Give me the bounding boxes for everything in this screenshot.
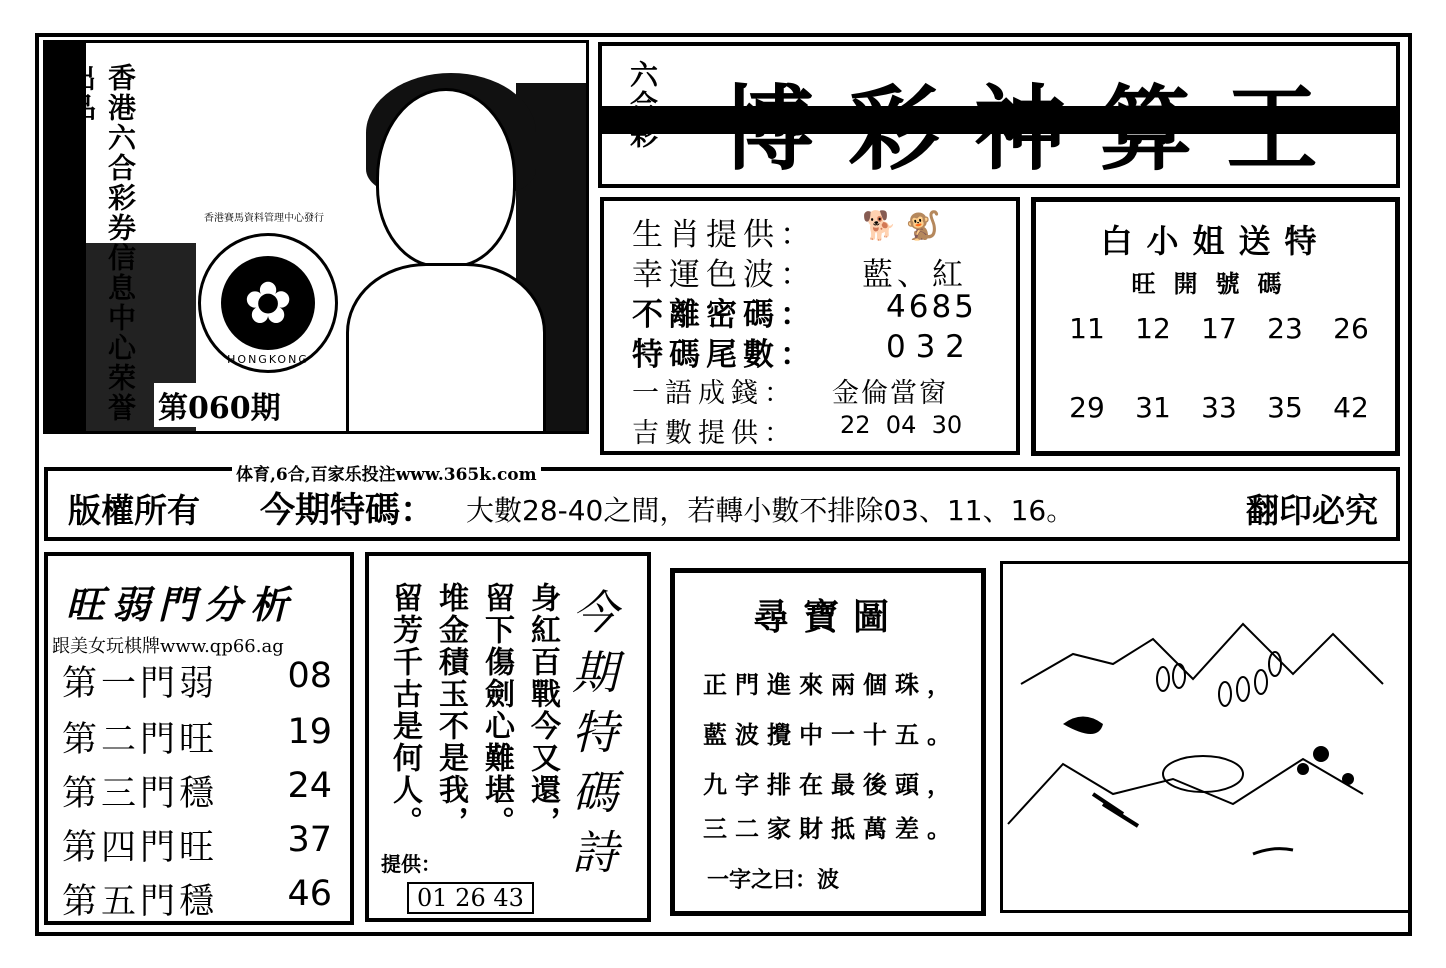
gate-row (62, 656, 332, 706)
shoulders (346, 263, 546, 434)
gate-label: 第五門穩 (62, 882, 219, 922)
gates-analysis-panel (44, 552, 354, 925)
special-numbers-panel (1031, 197, 1400, 456)
info-row (632, 289, 977, 334)
special-number-grid (1054, 312, 1384, 424)
mountain-landscape-icon (1003, 564, 1409, 910)
gate-row (62, 874, 332, 924)
poem-column: 堆金積玉不是我， (433, 582, 468, 838)
info-value: 22 04 30 (840, 411, 963, 439)
info-value: 藍、紅 (862, 257, 967, 293)
special-number: 26 (1333, 312, 1369, 345)
info-row (632, 371, 948, 410)
info-label: 不離密碼： (632, 297, 817, 333)
poem-column: 留芳千古是何人。 (387, 582, 422, 838)
special-number: 31 (1135, 391, 1171, 424)
special-code-poem-panel (365, 552, 651, 922)
poem-provide-label: 提供： (381, 852, 441, 876)
treasure-clue: 一字之曰：波 (707, 867, 840, 893)
gate-label: 第三門穩 (62, 774, 219, 814)
special-code-label: 今期特碼： (260, 491, 436, 531)
treasure-line: 藍波攪中一十五。 (703, 720, 959, 749)
info-row (632, 329, 965, 374)
info-value: 0 3 2 (886, 329, 965, 365)
gate-number: 08 (287, 656, 332, 696)
issue-number: 第060期 (154, 383, 285, 427)
gate-row (62, 820, 332, 870)
info-value: 金倫當窗 (832, 378, 948, 409)
info-row (632, 411, 963, 450)
emblem-text: 香港賽馬資料管理中心發行 (204, 213, 324, 224)
gate-number: 19 (287, 712, 332, 752)
info-row (632, 209, 941, 254)
woman-portrait (376, 88, 516, 268)
info-label: 幸運色波： (632, 257, 817, 293)
gate-label: 第四門旺 (62, 828, 219, 868)
info-panel (600, 197, 1020, 455)
gates-title: 旺弱門分析 (66, 582, 297, 627)
special-code-text: 大數28-40之間，若轉小數不排除03、11、16。 (466, 494, 1075, 527)
gate-row (62, 712, 332, 762)
ad-link-365k[interactable]: 体育,6合,百家乐投注www.365k.com (232, 460, 541, 485)
gate-label: 第二門旺 (62, 720, 219, 760)
special-number: 12 (1135, 312, 1171, 345)
gate-row (62, 766, 332, 816)
poem-numbers: 01 26 43 (407, 882, 534, 914)
gate-number: 37 (287, 820, 332, 860)
poem-column: 身紅百戰今又還， (525, 582, 560, 838)
poem-column: 留下傷劍心難堪。 (479, 582, 514, 838)
bauhinia-icon: ✿ (221, 256, 315, 350)
title-side-label: 六合彩 (626, 60, 659, 150)
treasure-line: 九字排在最後頭， (703, 770, 959, 799)
gate-number: 46 (287, 874, 332, 914)
cover-photo (43, 40, 589, 434)
gate-label: 第一門弱 (62, 664, 219, 704)
special-number: 11 (1069, 312, 1105, 345)
info-label: 特碼尾數： (632, 337, 817, 373)
gate-number: 24 (287, 766, 332, 806)
poem-label: 今期特碼詩 (565, 588, 619, 888)
info-label: 生肖提供： (632, 217, 817, 253)
special-subtitle: 旺開號碼 (1131, 270, 1300, 298)
special-number: 35 (1267, 391, 1303, 424)
emblem-label: HONGKONG (227, 353, 309, 366)
title-banner (598, 42, 1400, 188)
page-title: 博彩神算王 (722, 75, 1353, 183)
info-label: 吉數提供： (632, 418, 797, 449)
special-title: 白小姐送特 (1100, 222, 1331, 260)
copyright-label: 版權所有 (68, 491, 200, 530)
special-number: 17 (1201, 312, 1237, 345)
treasure-line: 正門進來兩個珠， (703, 670, 959, 699)
info-row (632, 249, 967, 294)
info-label: 一語成錢： (632, 378, 797, 409)
zodiac-icons: 🐕 🐒 (862, 209, 941, 242)
vertical-publisher-text: 香港六合彩券信息中心荣誉出品 (64, 63, 137, 423)
treasure-illustration (1000, 561, 1412, 913)
special-number: 23 (1267, 312, 1303, 345)
special-number: 42 (1333, 391, 1369, 424)
hk-emblem (198, 233, 338, 373)
special-number: 33 (1201, 391, 1237, 424)
treasure-title: 尋寶圖 (752, 596, 903, 638)
special-number: 29 (1069, 391, 1105, 424)
info-value: 4685 (886, 289, 977, 325)
treasure-line: 三二家財抵萬差。 (703, 814, 959, 843)
no-copy-label: 翻印必究 (1246, 491, 1378, 530)
ad-link-qp66[interactable]: 跟美女玩棋牌www.qp66.ag (52, 636, 284, 657)
treasure-map-panel (670, 568, 986, 916)
